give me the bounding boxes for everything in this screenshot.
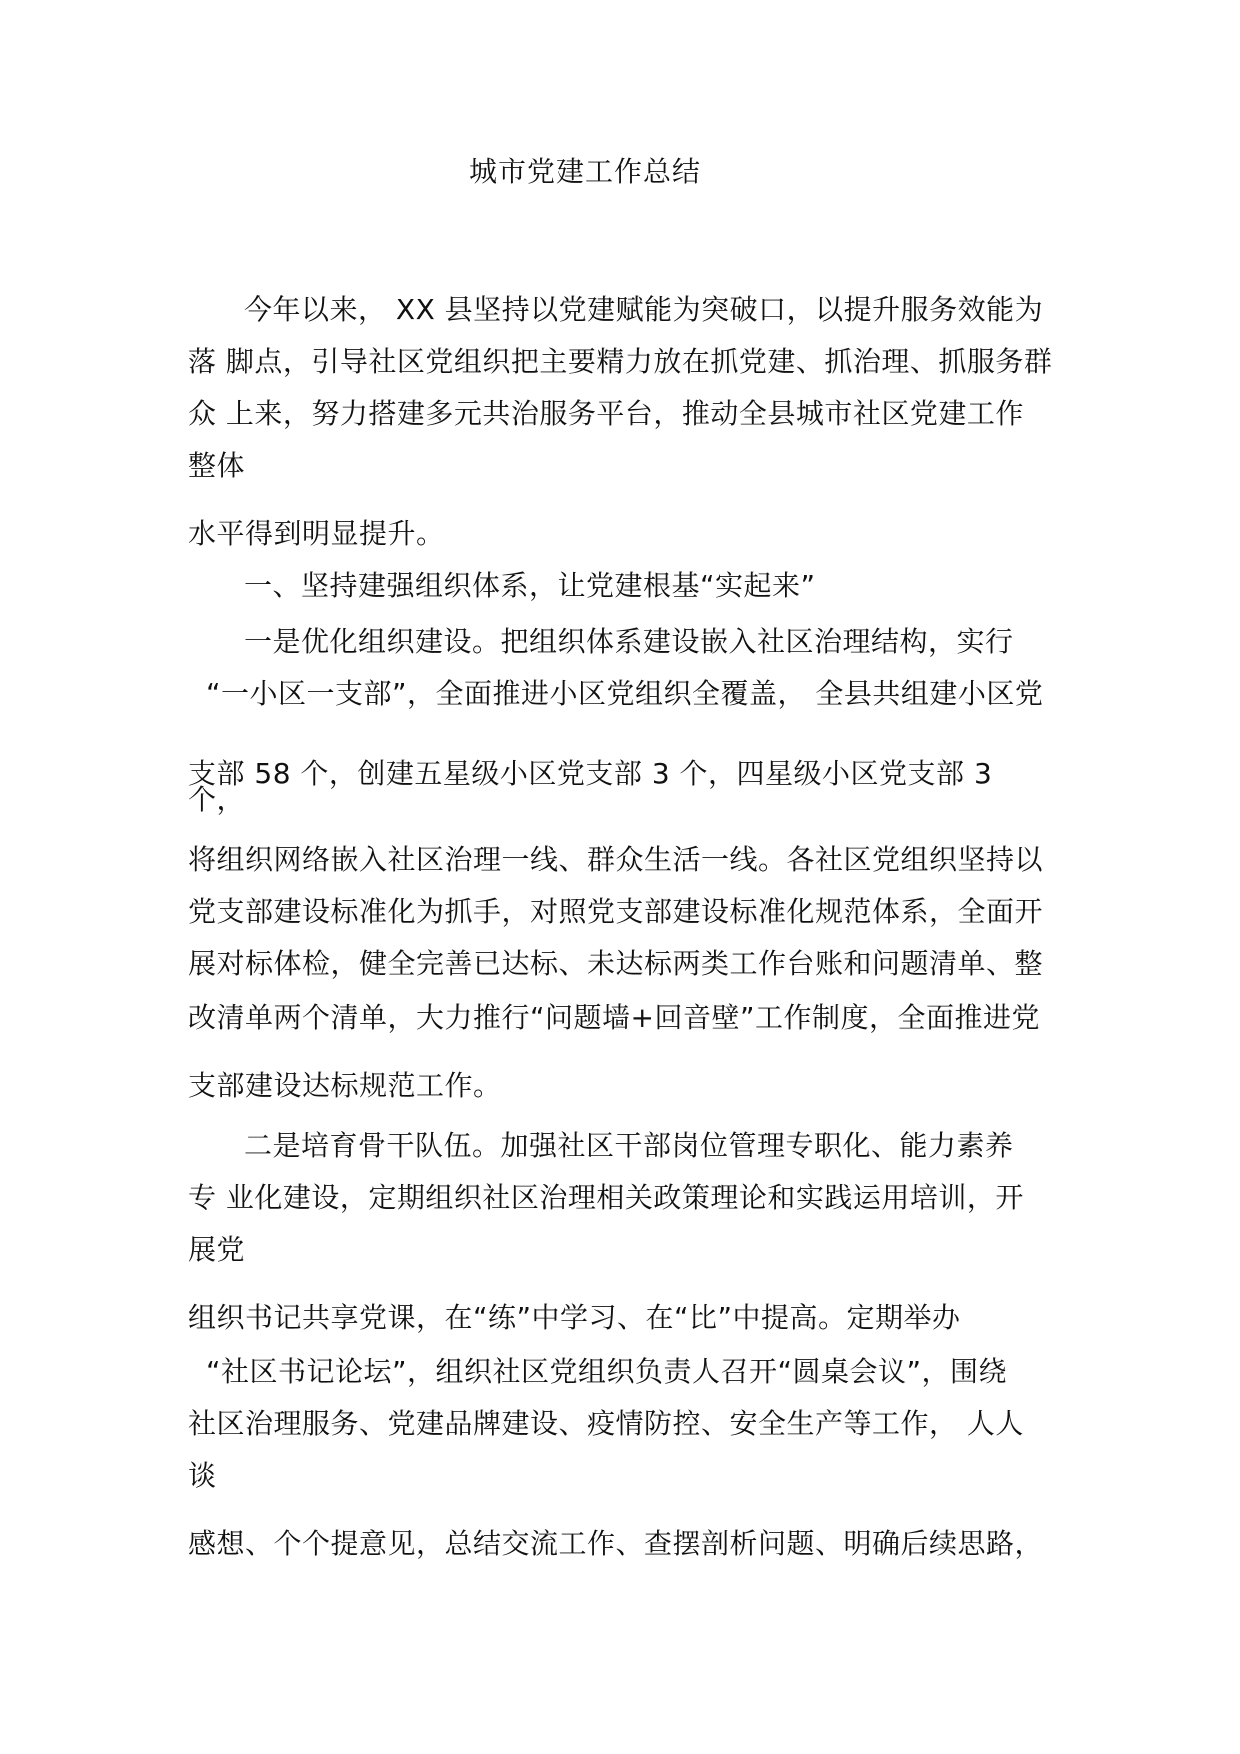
paragraph-line: 今年以来， XX 县坚持以党建赋能为突破口，以提升服务效能为 <box>244 293 1044 326</box>
paragraph-line: “社区书记论坛”，组织社区党组织负责人召开“圆桌会议”，围绕 <box>206 1355 1008 1388</box>
paragraph-line: 改清单两个清单，大力推行“问题墙+回音壁”工作制度，全面推进党 <box>188 1001 1040 1034</box>
paragraph-line: 党支部建设标准化为抓手，对照党支部建设标准化规范体系，全面开 <box>188 895 1044 928</box>
paragraph-line: 展对标体检，健全完善已达标、未达标两类工作台账和问题清单、整 <box>188 947 1044 980</box>
paragraph-line: 展党 <box>188 1233 246 1266</box>
document-title: 城市党建工作总结 <box>468 155 701 188</box>
paragraph-line: 整体 <box>188 449 246 482</box>
paragraph-line: 一是优化组织建设。把组织体系建设嵌入社区治理结构，实行 <box>244 625 1014 658</box>
paragraph-line: 支部建设达标规范工作。 <box>188 1069 502 1102</box>
paragraph-line: 专 业化建设，定期组织社区治理相关政策理论和实践运用培训，开 <box>188 1181 1024 1214</box>
paragraph-line: 众 上来，努力搭建多元共治服务平台，推动全县城市社区党建工作 <box>188 397 1024 430</box>
paragraph-line: 感想、个个提意见，总结交流工作、查摆剖析问题、明确后续思路， <box>188 1527 1044 1560</box>
paragraph-line: 组织书记共享党课，在“练”中学习、在“比”中提高。定期举办 <box>188 1301 961 1334</box>
paragraph-line: 将组织网络嵌入社区治理一线、群众生活一线。各社区党组织坚持以 <box>188 843 1044 876</box>
paragraph-line: 个， <box>188 783 246 816</box>
paragraph-line: 落 脚点，引导社区党组织把主要精力放在抓党建、抓治理、抓服务群 <box>188 345 1053 378</box>
paragraph-line: 水平得到明显提升。 <box>188 517 445 550</box>
paragraph-line: 支部 58 个，创建五星级小区党支部 3 个，四星级小区党支部 3 <box>188 757 993 790</box>
paragraph-line: 二是培育骨干队伍。加强社区干部岗位管理专职化、能力素养 <box>244 1129 1014 1162</box>
section-heading: 一、坚持建强组织体系，让党建根基“实起来” <box>244 569 816 602</box>
paragraph-line: 社区治理服务、党建品牌建设、疫情防控、安全生产等工作， 人人 <box>188 1407 1024 1440</box>
paragraph-line: “一小区一支部”，全面推进小区党组织全覆盖， 全县共组建小区党 <box>206 677 1044 710</box>
paragraph-line: 谈 <box>188 1459 217 1492</box>
